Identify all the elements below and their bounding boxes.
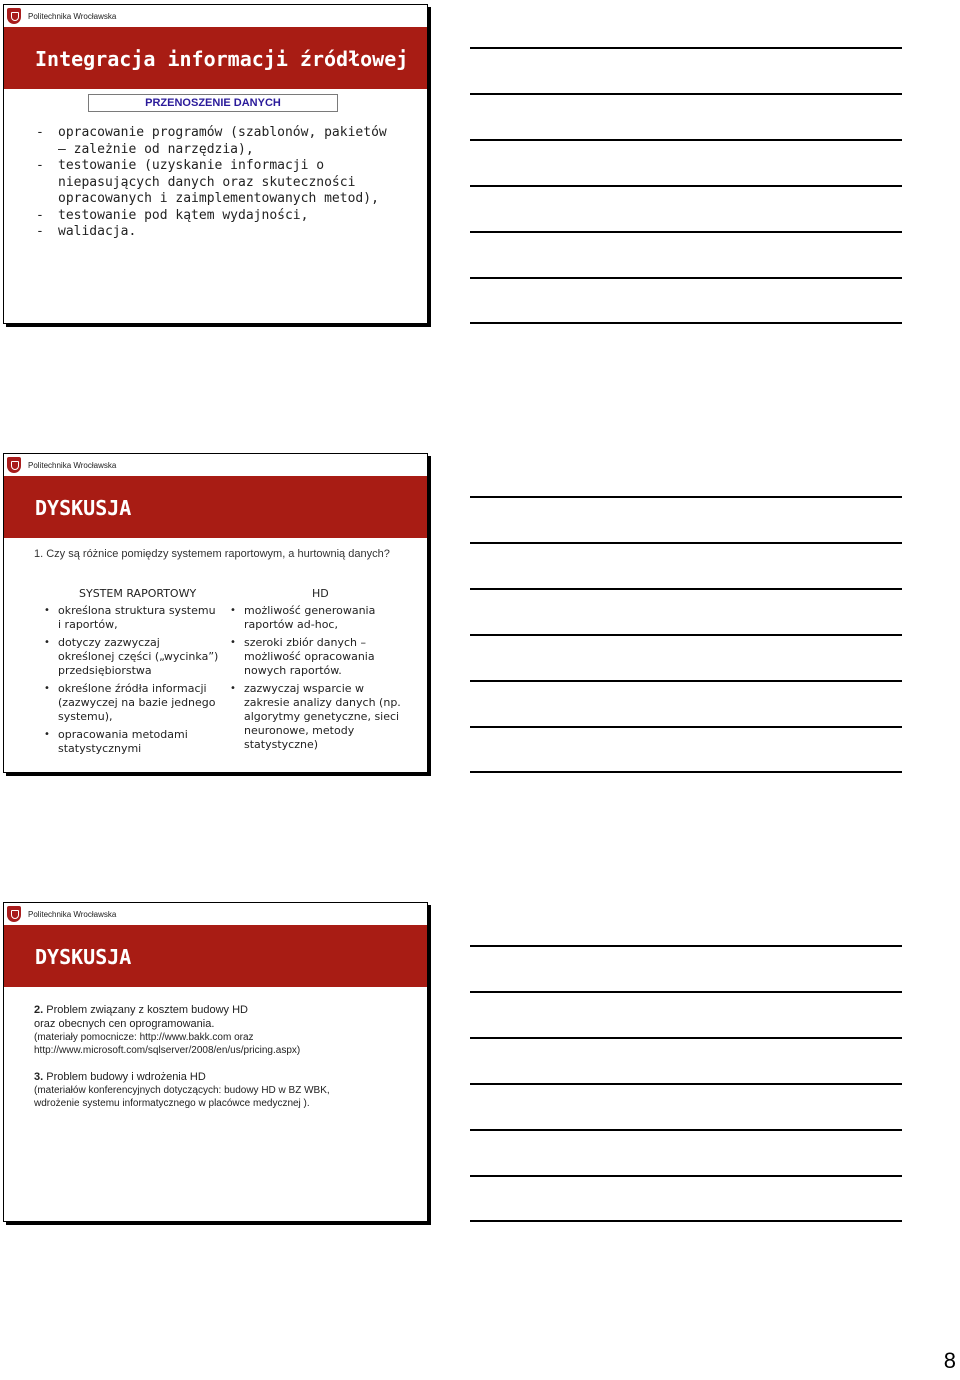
discussion-point-3 [34,1070,330,1110]
point-number: 2. [34,1004,44,1016]
list-item: • określona struktura systemu i raportów, [44,604,219,632]
note-line [470,588,902,590]
note-line [470,680,902,682]
point-note: (materiały pomocnicze: http://www.bakk.com oraz [34,1032,254,1043]
slide-1 [3,4,428,324]
slide-2 [3,453,428,773]
list-item: • opracowania metodami statystycznymi [44,728,219,756]
slide-3 [3,902,428,1222]
note-line [470,47,902,49]
list-item: - opracowanie programów (szablonów, pakietów – zależnie od narzędzia), [34,125,398,158]
question: 1. Czy są różnice pomiędzy systemem raportowym, a hurtownią danych? [34,548,390,560]
list-item: - testowanie (uzyskanie informacji o niepasujących danych oraz skuteczności opracowanych i zaimplementowanych metod), [34,158,398,208]
point-text: Problem związany z kosztem budowy HD [43,1004,248,1016]
note-line [470,542,902,544]
note-line [470,1175,902,1177]
note-line [470,1220,902,1222]
note-line [470,277,902,279]
university-logo-icon [7,8,21,24]
note-line [470,496,902,498]
point-text: Problem budowy i wdrożenia HD [43,1071,206,1083]
title-bar [4,27,427,89]
discussion-point-2 [34,1003,300,1057]
list-item: - testowanie pod kątem wydajności, [34,208,398,225]
note-line [470,1129,902,1131]
point-number: 3. [34,1071,44,1083]
list-item: • zazwyczaj wsparcie w zakresie analizy danych (np. algorytmy genetyczne, sieci neuronowe, metody statystyczne) [230,682,410,752]
list-item: • możliwość generowania raportów ad-hoc, [230,604,410,632]
list-item: • szeroki zbiór danych – możliwość opracowania nowych raportów. [230,636,410,678]
point-heading [34,1070,330,1084]
section-label: PRZENOSZENIE DANYCH [88,94,338,112]
note-line [470,945,902,947]
point-note: http://www.microsoft.com/sqlserver/2008/en/us/pricing.aspx) [34,1045,301,1056]
note-line [470,93,902,95]
university-name: Politechnika Wrocławska [28,910,117,919]
title-bar [4,925,427,987]
university-name: Politechnika Wrocławska [28,461,117,470]
note-line [470,231,902,233]
page-number: 8 [943,1348,956,1373]
dash-list [34,125,398,241]
left-column-heading: SYSTEM RAPORTOWY [79,587,197,600]
right-column-heading: HD [312,587,329,600]
note-line [470,771,902,773]
title-bar [4,476,427,538]
note-line [470,1083,902,1085]
slide-header [4,903,427,925]
point-heading [34,1003,300,1017]
note-line [470,1037,902,1039]
university-logo-icon [7,906,21,922]
slide-title: Integracja informacji źródłowej [35,47,409,71]
list-item: • określone źródła informacji (zazwyczej na bazie jednego systemu), [44,682,219,724]
point-note: wdrożenie systemu informatycznego w placówce medycznej ). [34,1098,310,1109]
list-item: - walidacja. [34,224,398,241]
note-line [470,634,902,636]
note-line [470,726,902,728]
note-line [470,322,902,324]
left-bullet-list [44,604,219,760]
note-line [470,185,902,187]
note-line [470,139,902,141]
right-bullet-list [230,604,410,756]
university-logo-icon [7,457,21,473]
university-name: Politechnika Wrocławska [28,12,117,21]
list-item: • dotyczy zazwyczaj określonej części („wycinka”) przedsiębiorstwa [44,636,219,678]
slide-title: DYSKUSJA [35,496,132,520]
slide-header [4,5,427,27]
slide-title: DYSKUSJA [35,945,132,969]
note-line [470,991,902,993]
point-text: oraz obecnych cen oprogramowania. [34,1018,215,1030]
point-note: (materiałów konferencyjnych dotyczących: budowy HD w BZ WBK, [34,1085,330,1096]
slide-header [4,454,427,476]
